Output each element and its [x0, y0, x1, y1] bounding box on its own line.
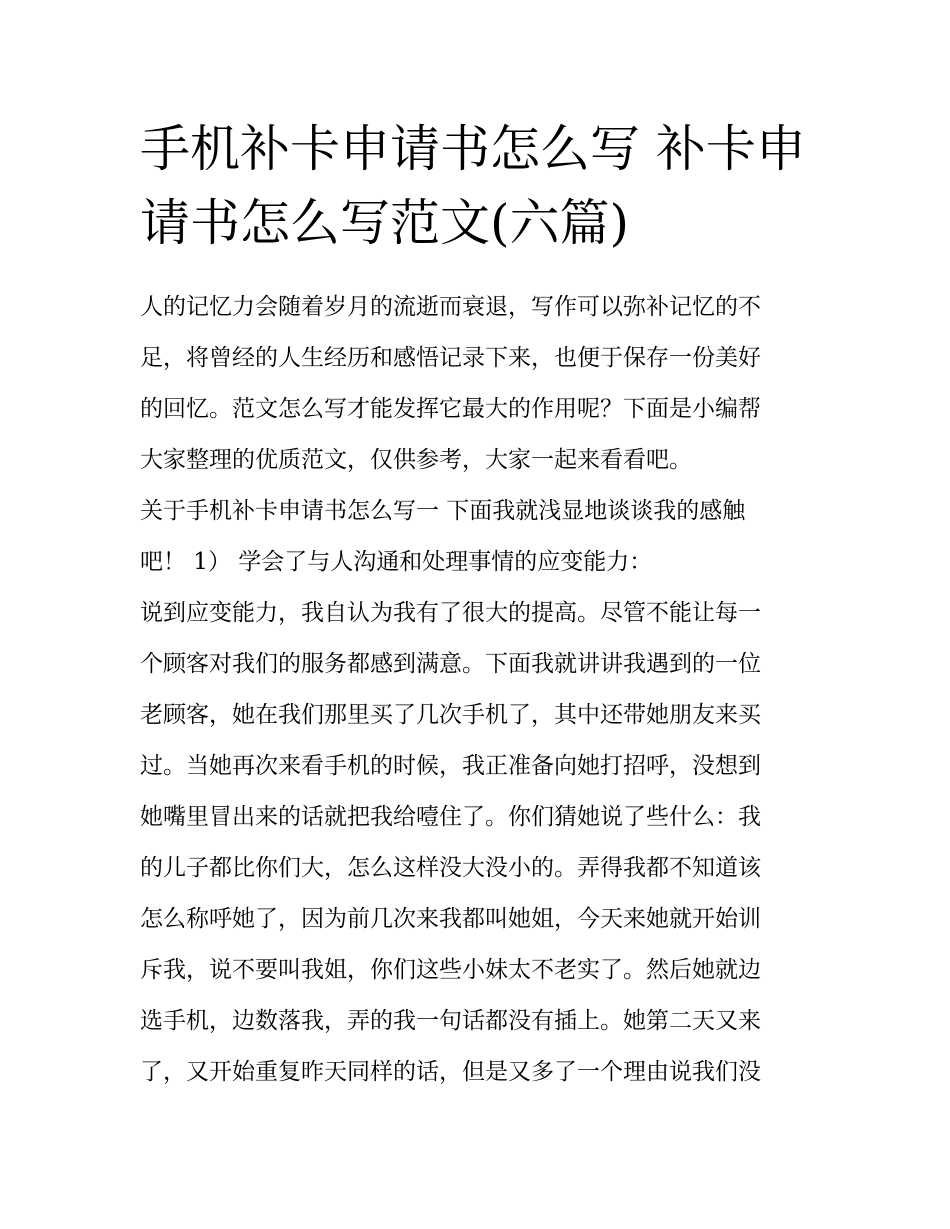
body-line-4: 大家整理的优质范文，仅供参考，大家一起来看看吧。 — [140, 447, 692, 473]
body-line-14: 斥我，说不要叫我姐，你们这些小妹太不老实了。然后她就边 — [140, 957, 761, 983]
body-line-16: 了，又开始重复昨天同样的话，但是又多了一个理由说我们没 — [140, 1059, 761, 1085]
body-line-5: 关于手机补卡申请书怎么写一 下面我就浅显地谈谈我的感触 — [140, 498, 746, 524]
title-line-2: 请书怎么写范文(六篇) — [140, 194, 630, 252]
body-line-1: 人的记忆力会随着岁月的流逝而衰退，写作可以弥补记忆的不 — [140, 294, 761, 320]
document-title — [140, 112, 820, 260]
title-line-1: 手机补卡申请书怎么写 补卡申 — [140, 120, 806, 178]
body-line-10: 过。当她再次来看手机的时候，我正准备向她打招呼，没想到 — [140, 753, 761, 779]
body-line-11: 她嘴里冒出来的话就把我给噎住了。你们猜她说了些什么：我 — [140, 804, 761, 830]
body-line-9: 老顾客，她在我们那里买了几次手机了，其中还带她朋友来买 — [140, 702, 761, 728]
document-body — [140, 282, 820, 1098]
body-line-7: 说到应变能力，我自认为我有了很大的提高。尽管不能让每一 — [140, 600, 761, 626]
body-line-8: 个顾客对我们的服务都感到满意。下面我就讲讲我遇到的一位 — [140, 651, 761, 677]
body-line-15: 选手机，边数落我，弄的我一句话都没有插上。她第二天又来 — [140, 1008, 761, 1034]
body-line-2: 足，将曾经的人生经历和感悟记录下来，也便于保存一份美好 — [140, 345, 761, 371]
body-line-6: 吧！ 1） 学会了与人沟通和处理事情的应变能力： — [140, 549, 653, 575]
body-line-3: 的回忆。范文怎么写才能发挥它最大的作用呢？下面是小编帮 — [140, 396, 761, 422]
body-line-12: 的儿子都比你们大，怎么这样没大没小的。弄得我都不知道该 — [140, 855, 761, 881]
body-line-13: 怎么称呼她了，因为前几次来我都叫她姐，今天来她就开始训 — [140, 906, 761, 932]
